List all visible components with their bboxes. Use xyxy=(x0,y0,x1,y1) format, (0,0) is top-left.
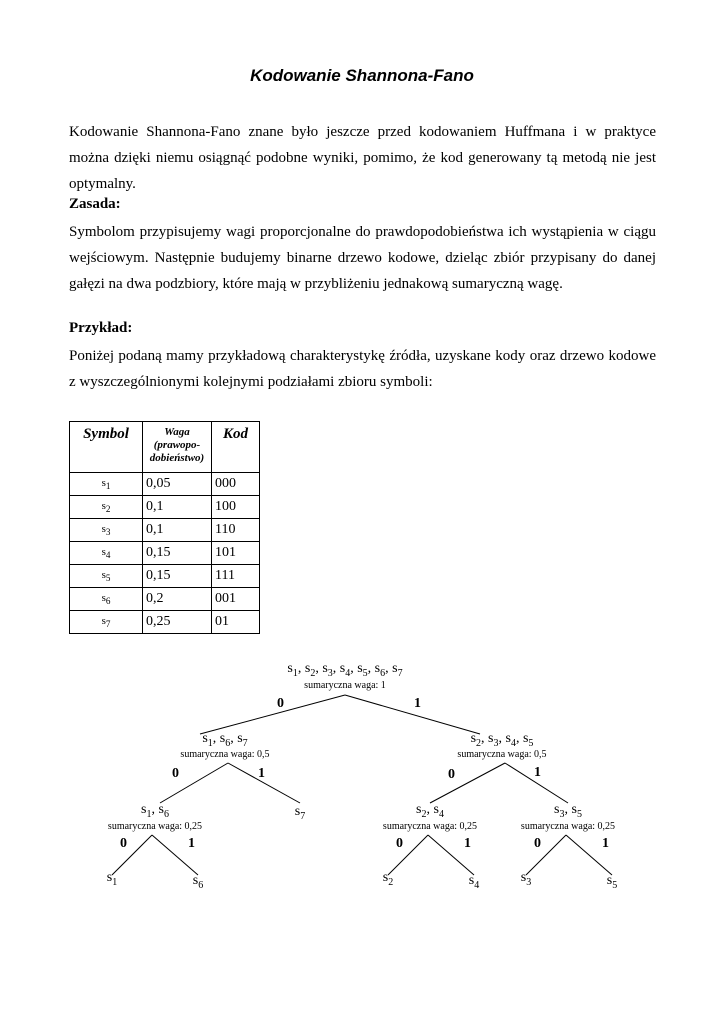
cell-code: 001 xyxy=(212,588,260,611)
bit-ll-zero: 0 xyxy=(120,836,127,851)
symbol-table xyxy=(69,421,260,634)
symbol-index: 5 xyxy=(105,573,111,584)
edge-rr-s3 xyxy=(526,835,566,875)
intro-paragraph: Kodowanie Shannona-Fano znane było jeszcze przed kodowaniem Huffmana i w praktyce można dzięki niemu osiągnąć podobne wyniki, pomimo, że kod generowany tą metodą nie jest optymalny. xyxy=(69,124,656,192)
leaf-s6: $s_6$ xyxy=(192,873,204,891)
cell-weight: 0,15 xyxy=(143,542,212,565)
table-row xyxy=(70,496,260,519)
cell-code: 100 xyxy=(212,496,260,519)
edge-rl-s2 xyxy=(388,835,428,875)
cell-code: 000 xyxy=(212,473,260,496)
node-right-weight: sumaryczna waga: 0,5 xyxy=(457,749,547,760)
leaf-s3: $s_3$ xyxy=(520,870,532,888)
leaf-s2: $s_2$ xyxy=(382,870,394,888)
example-paragraph: Poniżej podaną mamy przykładową charakterystykę źródła, uzyskane kody oraz drzewo kodowe z wyszczególnionymi kolejnymi podziałami zbioru symboli: xyxy=(69,348,656,390)
cell-symbol xyxy=(70,611,143,634)
table-row xyxy=(70,565,260,588)
header-waga-line1: Waga xyxy=(164,426,190,438)
edge-left-ll xyxy=(160,763,228,803)
node-root-label: $s_1$, $s_2$, $s_3$, $s_4$, $s_5$, $s_6$, $s_7$ xyxy=(287,661,403,679)
header-symbol: Symbol xyxy=(70,422,143,473)
symbol-index: 4 xyxy=(105,550,111,561)
edge-root-left xyxy=(200,695,345,734)
cell-weight: 0,1 xyxy=(143,496,212,519)
symbol-index: 1 xyxy=(105,481,111,492)
bit-right-one: 1 xyxy=(534,765,541,780)
bit-left-zero: 0 xyxy=(172,766,179,781)
symbol-letter: s xyxy=(101,591,106,604)
cell-weight: 0,2 xyxy=(143,588,212,611)
bit-root-left: 0 xyxy=(277,696,284,711)
cell-code: 101 xyxy=(212,542,260,565)
edge-ll-s1 xyxy=(112,835,152,875)
table-header-row xyxy=(70,422,260,473)
cell-weight: 0,1 xyxy=(143,519,212,542)
bit-rl-zero: 0 xyxy=(396,836,403,851)
header-kod: Kod xyxy=(212,422,260,473)
node-ll-label: $s_1$, $s_6$ xyxy=(141,802,169,820)
symbol-letter: s xyxy=(101,545,106,558)
table-row xyxy=(70,611,260,634)
page-title: Kodowanie Shannona-Fano xyxy=(250,66,474,85)
node-rr-label: $s_3$, $s_5$ xyxy=(554,802,582,820)
leaf-s5: $s_5$ xyxy=(606,873,618,891)
cell-symbol xyxy=(70,519,143,542)
node-right-label: $s_2$, $s_3$, $s_4$, $s_5$ xyxy=(470,731,534,749)
cell-code: 111 xyxy=(212,565,260,588)
bit-ll-one: 1 xyxy=(188,836,195,851)
cell-symbol xyxy=(70,473,143,496)
rule-paragraph: Symbolom przypisujemy wagi proporcjonalne do prawdopodobieństwa ich wystąpienia w ciągu wejściowym. Następnie budujemy binarne drzewo kodowe, dzieląc zbiór przypisany do danej gałęzi na dwa podzbiory, które mają w przybliżeniu jednakową sumaryczną wagę. xyxy=(69,224,656,292)
header-waga-line2: (prawopo- xyxy=(153,439,201,451)
node-left-weight: sumaryczna waga: 0,5 xyxy=(180,749,270,760)
cell-symbol xyxy=(70,565,143,588)
bit-left-one: 1 xyxy=(258,766,265,781)
cell-symbol xyxy=(70,496,143,519)
cell-symbol xyxy=(70,542,143,565)
symbol-letter: s xyxy=(101,522,106,535)
symbol-index: 3 xyxy=(105,527,111,538)
header-waga xyxy=(143,422,212,473)
node-rr-weight: sumaryczna waga: 0,25 xyxy=(520,821,616,832)
cell-code: 110 xyxy=(212,519,260,542)
header-waga-line3: dobieństwo) xyxy=(149,452,205,464)
node-left-label: $s_1$, $s_6$, $s_7$ xyxy=(202,731,248,749)
symbol-letter: s xyxy=(101,568,106,581)
cell-weight: 0,15 xyxy=(143,565,212,588)
example-heading: Przykład: xyxy=(69,320,133,336)
leaf-s7: $s_7$ xyxy=(294,804,306,822)
symbol-letter: s xyxy=(101,499,106,512)
node-rl-weight: sumaryczna waga: 0,25 xyxy=(382,821,478,832)
cell-code: 01 xyxy=(212,611,260,634)
leaf-s4: $s_4$ xyxy=(468,873,480,891)
bit-root-right: 1 xyxy=(414,696,421,711)
table-row xyxy=(70,519,260,542)
cell-symbol xyxy=(70,588,143,611)
symbol-index: 7 xyxy=(105,619,111,630)
rule-heading: Zasada: xyxy=(69,196,121,212)
node-root-weight: sumaryczna waga: 1 xyxy=(304,680,386,691)
bit-rr-zero: 0 xyxy=(534,836,541,851)
leaf-s1: $s_1$ xyxy=(106,870,118,888)
node-ll-weight: sumaryczna waga: 0,25 xyxy=(107,821,203,832)
node-rl-label: $s_2$, $s_4$ xyxy=(416,802,444,820)
table-row xyxy=(70,542,260,565)
symbol-letter: s xyxy=(101,614,106,627)
cell-weight: 0,05 xyxy=(143,473,212,496)
code-tree-diagram xyxy=(0,650,724,900)
edge-right-rl xyxy=(430,763,505,803)
symbol-letter: s xyxy=(101,476,106,489)
edge-root-right xyxy=(345,695,480,734)
symbol-index: 2 xyxy=(105,504,111,515)
bit-rr-one: 1 xyxy=(602,836,609,851)
table-row xyxy=(70,473,260,496)
symbol-index: 6 xyxy=(105,596,111,607)
cell-weight: 0,25 xyxy=(143,611,212,634)
table-row xyxy=(70,588,260,611)
bit-right-zero: 0 xyxy=(448,767,455,782)
bit-rl-one: 1 xyxy=(464,836,471,851)
